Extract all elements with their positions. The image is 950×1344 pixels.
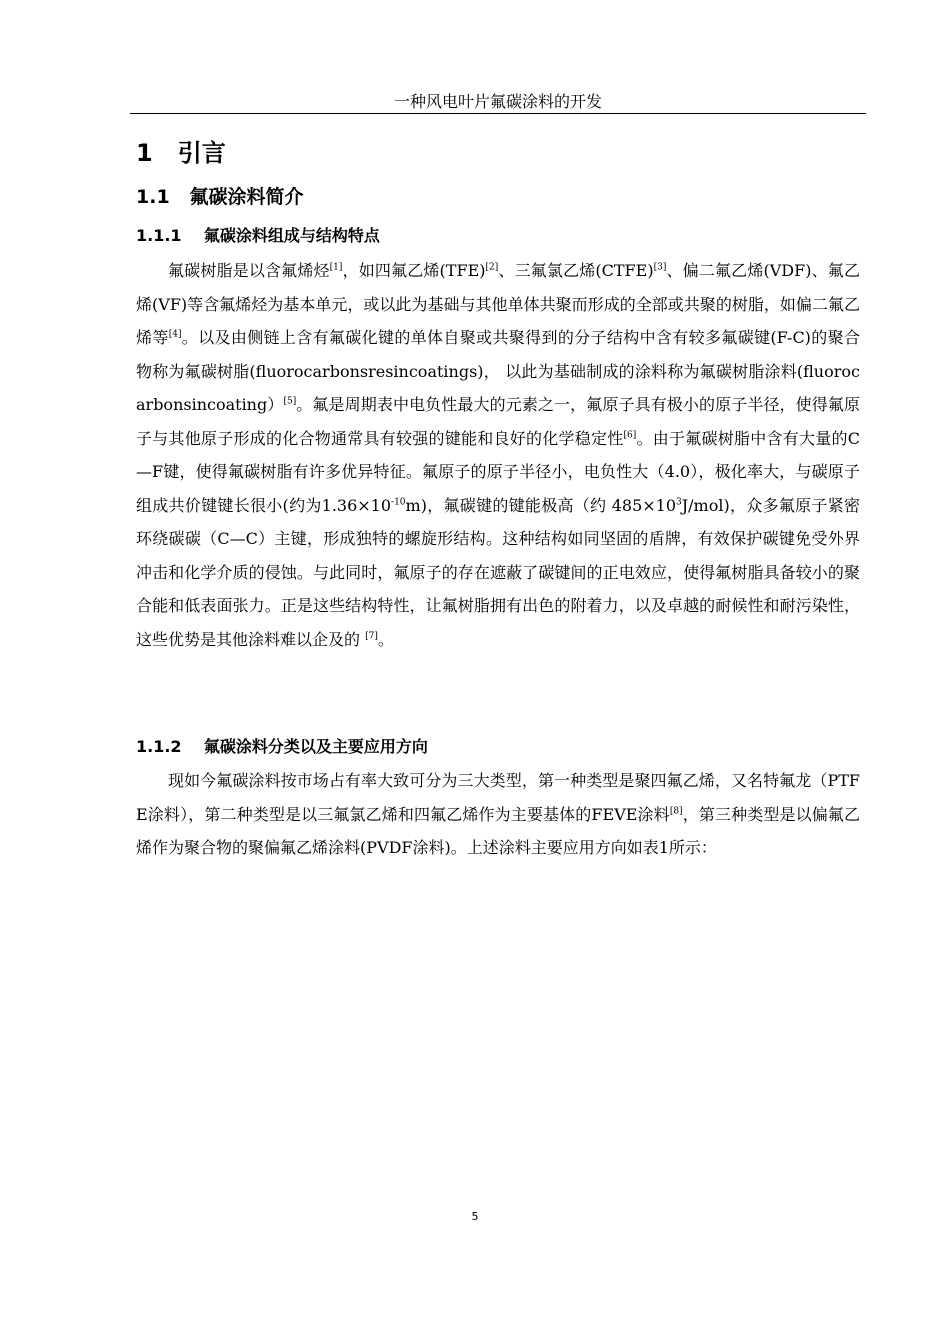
citation: [3] — [653, 262, 667, 273]
running-header: 一种风电叶片氟碳涂料的开发 — [393, 92, 602, 111]
header-rule — [130, 113, 866, 114]
citation: [1] — [329, 262, 343, 273]
subsection-heading: 1.1 氟碳涂料简介 — [136, 186, 304, 208]
paragraph-classification: 现如今氟碳涂料按市场占有率大致可分为三大类型，第一种类型是聚四氟乙烯，又名特氟龙（PTFE涂料），第二种类型是以三氟氯乙烯和四氟乙烯作为主要基体的FEVE涂料[8]，第三种类型是以偏氟乙烯作为聚合物的聚偏氟乙烯涂料(PVDF涂料)。上述涂料主要应用方向如表1所示： — [136, 771, 860, 857]
paragraph-composition: 氟碳树脂是以含氟烯烃[1]，如四氟乙烯(TFE)[2]、三氟氯乙烯(CTFE)[3]、偏二氟乙烯(VDF)、氟乙烯(VF)等含氟烯烃为基本单元，或以此为基础与其他单体共聚而形成的全部或共聚的树脂，如偏二氟乙烯等[4]。以及由侧链上含有氟碳化键的单体自聚或共聚得到的分子结构中含有较多氟碳键(F-C)的聚合物称为氟碳树脂(fluorocarbonsresincoatings)， 以此为基础制成的涂料称为氟碳树脂涂料(fluorocarbonsincoating）[5]。氟是周期表中电负性最大的元素之一，氟原子具有极小的原子半径，使得氟原子与其他原子形成的化合物通常具有较强的键能和良好的化学稳定性[6]。由于氟碳树脂中含有大量的C—F键，使得氟碳树脂有许多优异特征。氟原子的原子半径小，电负性大（4.0），极化率大，与碳原子组成共价键键长很小(约为$1.36\times 10^{-10}m$)，氟碳键的键能极高（约 $485\times 10^3J/mol$)，众多氟原子紧密环绕碳碳（C—C）主键，形成独特的螺旋形结构。这种结构如同坚固的盾牌，有效保护碳键免受外界冲击和化学介质的侵蚀。与此同时，氟原子的存在遮蔽了碳键间的正电效应，使得氟树脂具备较小的聚合能和低表面张力。正是这些结构特性，让氟树脂拥有出色的附着力，以及卓越的耐候性和耐污染性，这些优势是其他涂料难以企及的 [7]。 — [136, 261, 860, 649]
citation: [5] — [283, 396, 297, 407]
section-heading: 1 引言 — [136, 139, 226, 167]
citation: [7] — [365, 631, 378, 642]
subsubsection-heading-2: 1.1.2 氟碳涂料分类以及主要应用方向 — [136, 737, 428, 756]
citation: [4] — [168, 329, 182, 340]
citation: [2] — [485, 262, 499, 273]
page-number: 5 — [471, 1210, 479, 1223]
exponent: -10 — [391, 497, 406, 508]
citation: [8] — [669, 806, 683, 817]
subsubsection-heading-1: 1.1.1 氟碳涂料组成与结构特点 — [136, 226, 380, 245]
citation: [6] — [623, 430, 637, 441]
exponent: 3 — [676, 497, 682, 508]
